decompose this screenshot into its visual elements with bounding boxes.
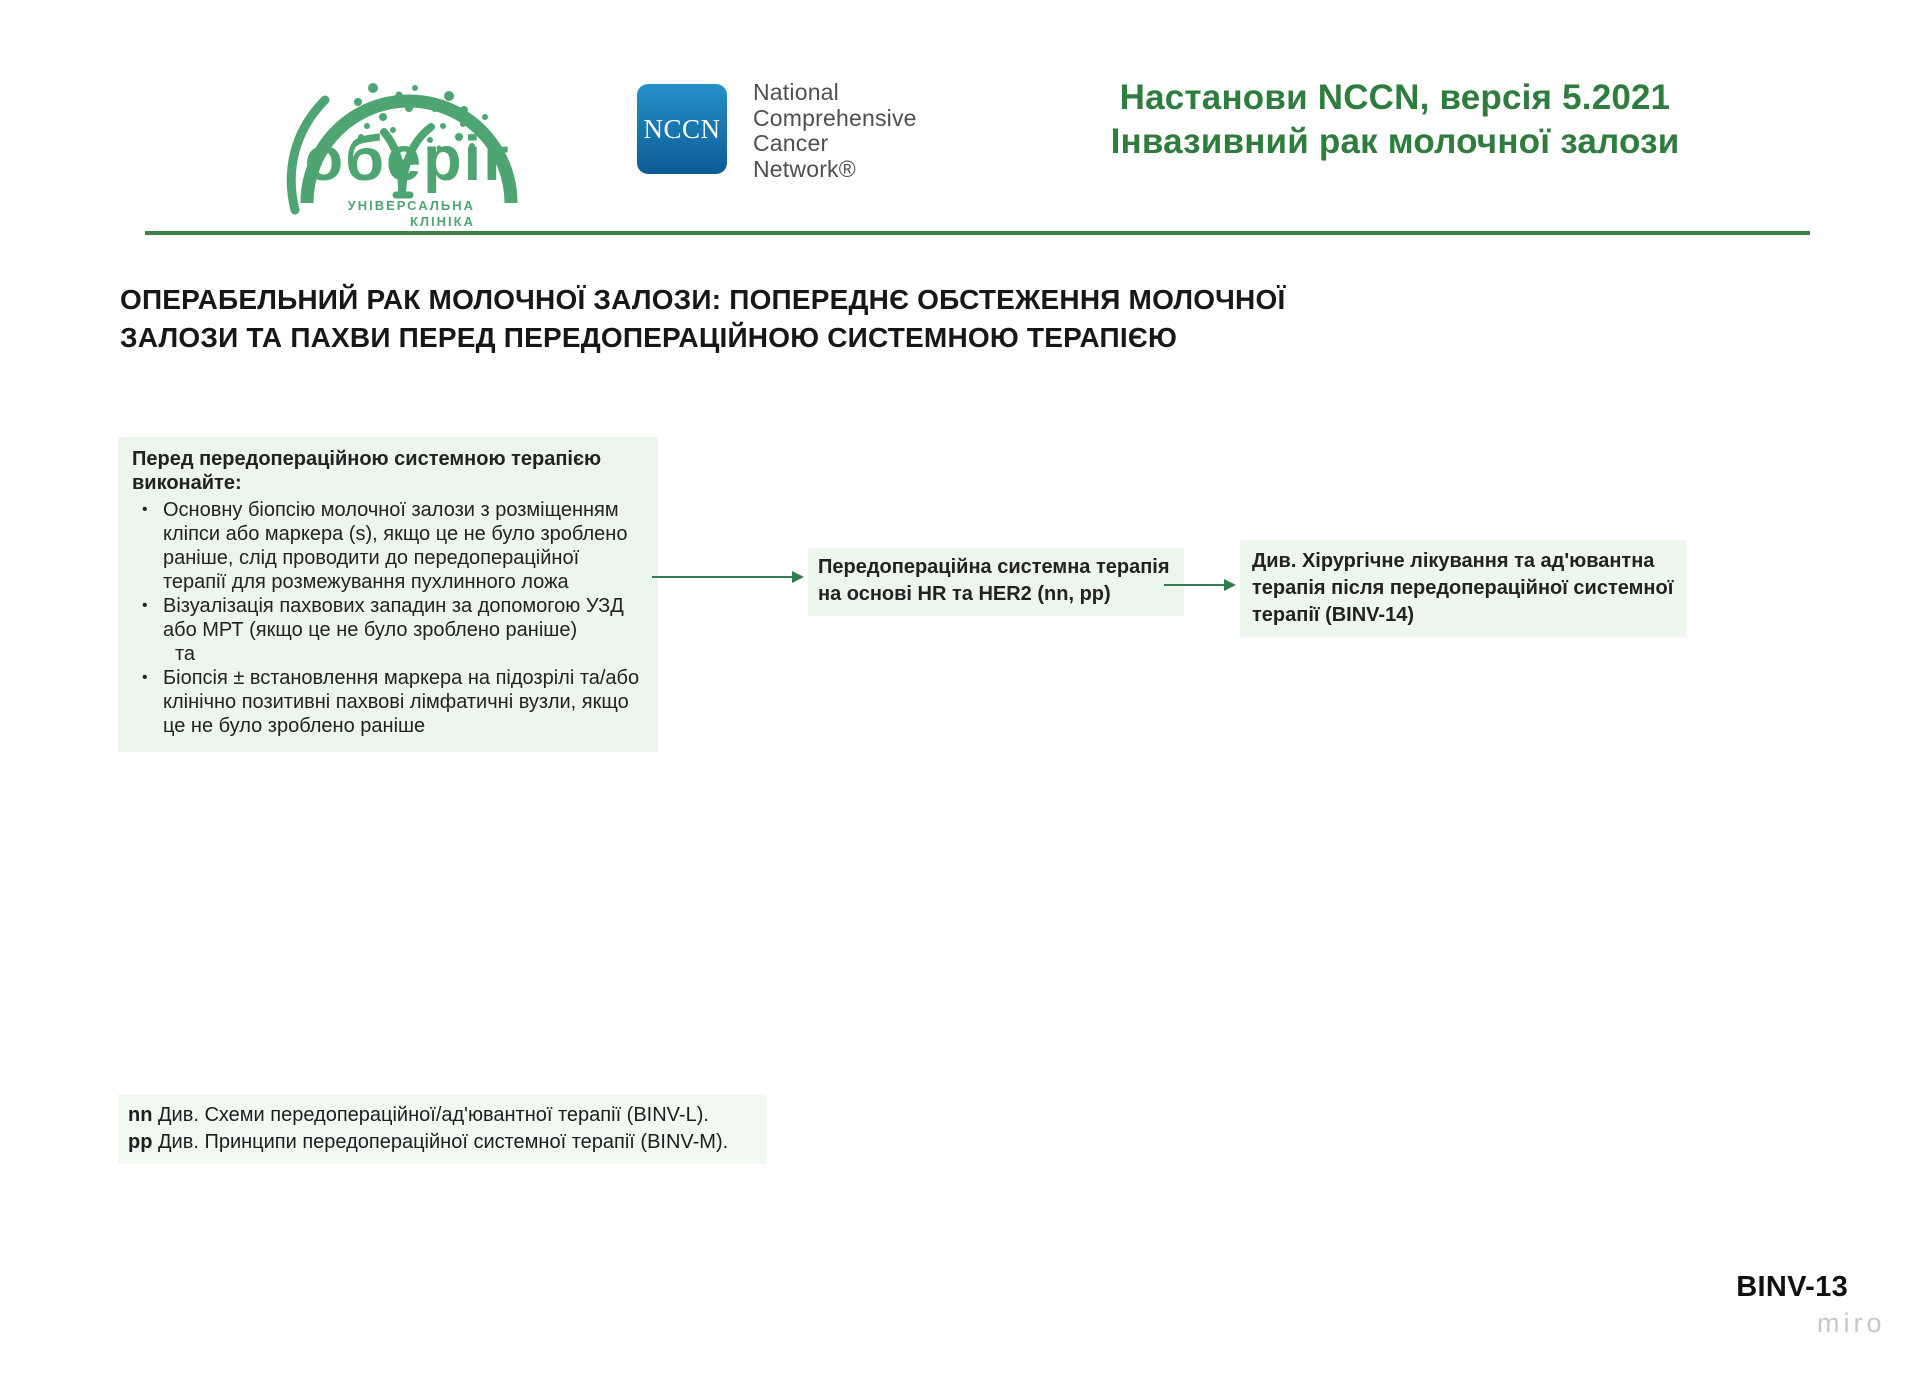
- preoperative-therapy-box: [808, 548, 1184, 616]
- document-title-line2: Інвазивний рак молочної залози: [1110, 122, 1680, 161]
- nccn-logo-badge: [637, 84, 727, 174]
- nccn-acronym: NCCN: [643, 113, 721, 144]
- footnote-nn-marker: nn: [128, 1104, 153, 1126]
- and-connector: та: [175, 643, 196, 665]
- page-id: BINV-13: [1736, 1271, 1848, 1303]
- clinic-subtitle-line2: КЛІНІКА: [410, 214, 475, 229]
- therapy-box-line2: на основі HR та HER2 (nn, pp): [818, 583, 1111, 605]
- nccn-organization-name: [753, 80, 993, 182]
- nccn-name-line3: Cancer: [753, 130, 829, 156]
- checklist-item-node-biopsy: • Біопсія ± встановлення маркера на підозрілі та/або клінічно позитивні пахвові лімфатичні вузли, якщо це не було зроблено раніше: [163, 666, 644, 738]
- pre-therapy-box-title: Перед передопераційною системною терапією виконайте:: [132, 448, 602, 494]
- document-title: [1040, 76, 1750, 164]
- miro-watermark: miro: [1817, 1308, 1886, 1338]
- clinic-logo: [263, 40, 553, 245]
- nccn-name-line1: National: [753, 79, 839, 105]
- footnote-pp-marker: pp: [128, 1131, 153, 1153]
- clinic-subtitle: [348, 198, 475, 230]
- flow-arrow-right-2: [1164, 584, 1234, 586]
- nccn-name-line2: Comprehensive: [753, 104, 917, 131]
- header-divider: [145, 231, 1810, 235]
- checklist-item-core-biopsy: • Основну біопсію молочної залози з розміщенням кліпси або маркера (s), якщо це не було зроблено раніше, слід проводити до передопераційної терапії для розмежування пухлинного ложа: [163, 498, 644, 594]
- therapy-box-line1: Передопераційна системна терапія: [818, 556, 1170, 578]
- flow-arrow-right-1: [652, 576, 802, 578]
- footnote-nn-text: Див. Схеми передопераційної/ад'ювантної терапії (BINV-L).: [152, 1104, 709, 1126]
- page-heading: ОПЕРАБЕЛЬНИЙ РАК МОЛОЧНОЇ ЗАЛОЗИ: ПОПЕРЕДНЄ ОБСТЕЖЕННЯ МОЛОЧНОЇ ЗАЛОЗИ ТА ПАХВИ ПЕРЕД ПЕРЕДОПЕРАЦІЙНОЮ СИСТЕМНОЮ ТЕРАПІЄЮ: [120, 284, 1286, 353]
- document-title-line1: Настанови NCCN, версія 5.2021: [1119, 78, 1671, 117]
- nccn-name-line4: Network®: [753, 155, 856, 182]
- footnote-pp: [128, 1129, 756, 1156]
- footnote-pp-text: Див. Принципи передопераційної системної терапії (BINV-M).: [152, 1131, 729, 1153]
- pre-therapy-checklist-box: [118, 437, 658, 752]
- surgery-reference-box: Див. Хірургічне лікування та ад'ювантна терапія після передопераційної системної терапії (BINV-14): [1240, 540, 1686, 637]
- clinic-subtitle-line1: УНІВЕРСАЛЬНА: [347, 198, 475, 213]
- clinic-wordmark: оберіг: [304, 124, 512, 194]
- footnotes: [118, 1094, 766, 1164]
- checklist-item-axilla-imaging: • Візуалізація пахвових западин за допомогою УЗД або МРТ (якщо це не було зроблено раніше): [163, 594, 644, 642]
- footnote-nn: [128, 1102, 756, 1129]
